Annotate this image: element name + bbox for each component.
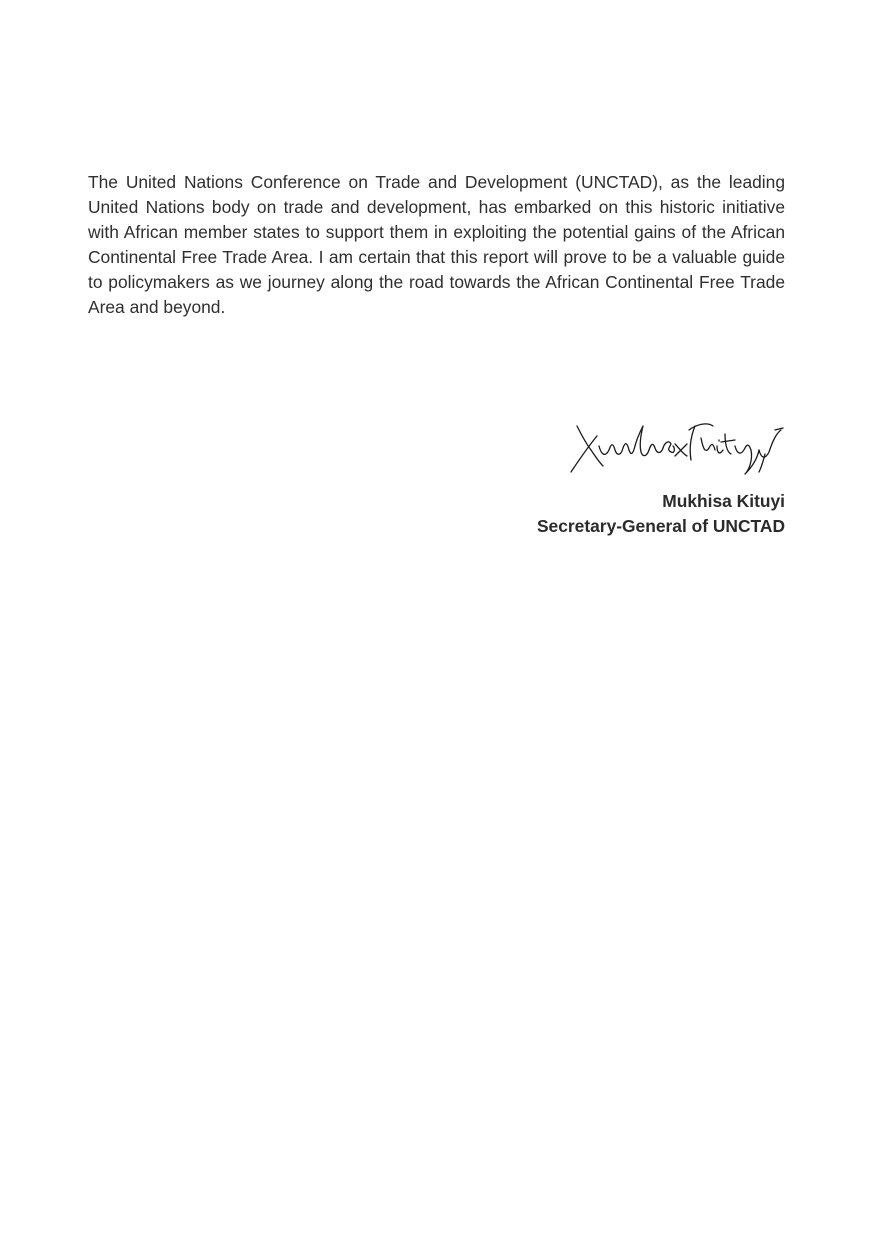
- signer-name: Mukhisa Kituyi: [662, 491, 785, 511]
- foreword-paragraph: The United Nations Conference on Trade and Development (UNCTAD), as the leading United Nations body on trade and development, has embarked on this historic initiative with African member states to support them in exploiting the potential gains of the African Continental Free Trade Area. I am certain that this report will prove to be a valuable guide to policymakers as we journey along the road towards the African Continental Free Trade Area and beyond.: [88, 172, 785, 317]
- signature-block: [385, 420, 785, 539]
- signer-title: Secretary-General of UNCTAD: [536, 516, 785, 536]
- handwritten-signature: [569, 420, 785, 478]
